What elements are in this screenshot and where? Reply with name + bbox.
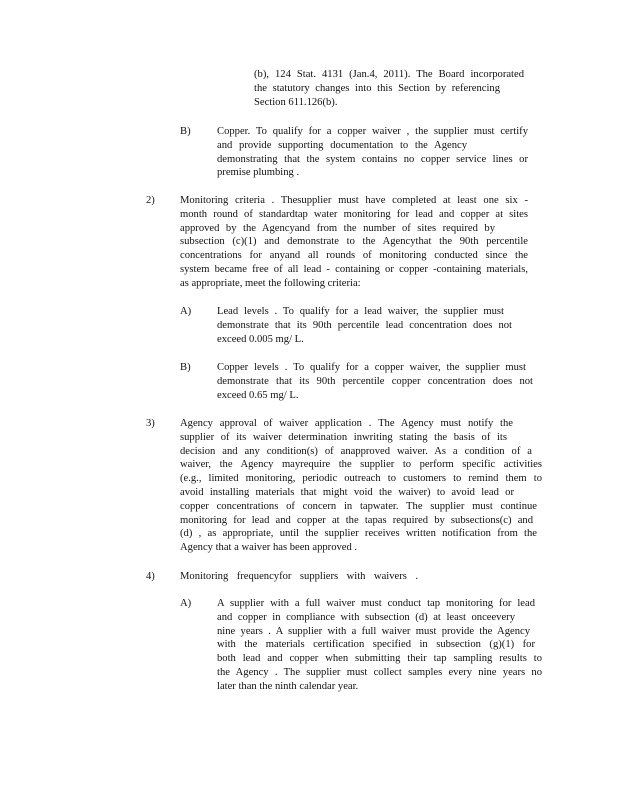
text-line: copper concentrations of concern in tapwater. The supplier must continue	[180, 500, 537, 512]
item-text-4A	[217, 597, 542, 694]
text-line: (e.g., limited monitoring, periodic outreach to customers to remind them to	[180, 473, 542, 485]
paragraph-continuation	[254, 68, 524, 109]
text-line: Copper levels . To qualify for a copper waiver, the supplier must	[217, 362, 526, 373]
text-line: avoid installing materials that might void the waiver) to avoid lead or	[180, 486, 514, 498]
text-line: Monitoring criteria . Thesupplier must have completed at least one six -	[180, 195, 528, 206]
item-label-2B: B)	[180, 362, 191, 373]
text-line: Agency that a waiver has been approved .	[180, 542, 358, 554]
text-line: (b), 124 Stat. 4131 (Jan.4, 2011). The Board incorporated	[254, 69, 524, 80]
text-line: demonstrate that its 90th percentile copper concentration does not	[217, 375, 533, 387]
text-line: demonstrate that its 90th percentile lead concentration does not	[217, 319, 512, 331]
text-line: monitoring for lead and copper at the tapas required by subsections(c) and	[180, 514, 533, 526]
text-line: supplier of its waiver determination inwriting stating the basis of its	[180, 431, 507, 443]
text-line: demonstrating that the system contains no copper service lines or	[217, 153, 528, 165]
item-label-4: 4)	[146, 571, 155, 582]
item-label-2: 2)	[146, 195, 155, 206]
text-line: concentrations for anyand all rounds of monitoring conducted since the	[180, 250, 528, 262]
text-line: later than the ninth calendar year.	[217, 680, 359, 692]
text-line: Monitoring frequencyfor suppliers with waivers .	[180, 571, 418, 582]
text-line: as appropriate, meet the following criteria:	[180, 277, 361, 289]
text-line: exceed 0.65 mg/ L.	[217, 389, 299, 401]
text-line: month round of standardtap water monitoring for lead and copper at sites	[180, 208, 528, 220]
text-line: with the materials certification specified in subsection (g)(1) for	[217, 639, 535, 651]
item-label-4A: A)	[180, 598, 192, 609]
item-text-2B	[217, 361, 533, 402]
item-text-2A	[217, 305, 512, 346]
item-label-2A: A)	[180, 306, 192, 317]
text-line: both lead and copper when submitting their tap sampling results to	[217, 653, 542, 665]
text-line: Copper. To qualify for a copper waiver , the supplier must certify	[217, 126, 528, 137]
item-text-4	[180, 570, 440, 584]
text-line: Section 611.126(b).	[254, 96, 338, 108]
text-line: subsection (c)(1) and demonstrate to the Agencythat the 90th percentile	[180, 236, 528, 248]
text-line: the Agency . The supplier must collect samples every nine years no	[217, 666, 542, 678]
text-line: nine years . A supplier with a full waiver must provide the Agency	[217, 625, 530, 637]
text-line: and provide supporting documentation to the Agency	[217, 139, 467, 151]
text-line: system became free of all lead - containing or copper -containing materials,	[180, 263, 528, 275]
text-line: approved by the Agencyand from the number of sites required by	[180, 222, 495, 234]
item-text-2	[180, 194, 528, 291]
text-line: and copper in compliance with subsection (d) at least onceevery	[217, 611, 515, 623]
text-line: (d) , as appropriate, until the supplier receives written notification from the	[180, 528, 537, 540]
text-line: exceed 0.005 mg/ L.	[217, 333, 304, 345]
text-line: decision and any condition(s) of anapproved waiver. As a condition of a	[180, 445, 532, 457]
text-line: the statutory changes into this Section by referencing	[254, 82, 500, 94]
text-line: Agency approval of waiver application . The Agency must notify the	[180, 418, 513, 429]
item-label-1B: B)	[180, 126, 191, 137]
item-label-3: 3)	[146, 418, 155, 429]
item-text-1B	[217, 125, 528, 180]
text-line: premise plumbing .	[217, 167, 300, 179]
item-text-3	[180, 417, 542, 555]
text-line: waiver, the Agency mayrequire the supplier to perform specific activities	[180, 459, 542, 471]
text-line: Lead levels . To qualify for a lead waiver, the supplier must	[217, 306, 504, 317]
text-line: A supplier with a full waiver must conduct tap monitoring for lead	[217, 598, 535, 609]
